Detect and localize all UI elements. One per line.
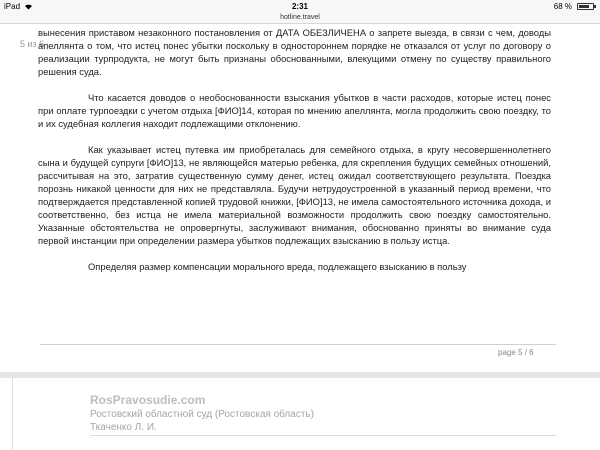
status-bar [0,0,600,13]
site-watermark: RosPravosudie.com [90,393,206,407]
url-bar[interactable] [0,13,600,24]
paragraph: вынесения приставом незаконного постановления от ДАТА ОБЕЗЛИЧЕНА о запрете выезда, в связи с чем, доводы апеллянта о том, что истец понес убытки поскольку в одностороннем порядке не отказался от услуг по договору о реализации турпродукта, не могут быть признаны обоснованными, влекущими отмену по существу правильного решения суда. [38,27,551,77]
judge-name: Ткаченко Л. И. [90,422,157,433]
page-number-footer: page 5 / 6 [498,348,534,357]
next-page [0,378,600,450]
paragraph: Как указывает истец путевка им приобреталась для семейного отдыха, в кругу несовершеннолетнего сына и будущей супруги [ФИО]13, не являющейся матерью ребенка, для скрепления будущих семейных отношений, рассчитывая на это, затратив существенную сумму денег, истец ожидал соответствующего результата. Поездка порознь никакой ценности для них не представляла. Будучи нетрудоустроенной в указанный период времени, что подтверждается представленной копией трудовой книжки, [ФИО]13, не имела самостоятельного источника дохода, и соответственно, без истца не имела материальной возможности продолжить свою поездку самостоятельно. Указанные обстоятельства не опровергнуты, заслуживают внимания, обоснованно приняты во внимание суда первой инстанции при определении размера убытков подлежащих взысканию в пользу истца. [38,144,551,246]
battery-percent: 68 % [553,2,572,11]
device-name: iPad [4,2,21,11]
battery-icon [577,3,594,10]
paragraph: Что касается доводов о необоснованности взыскания убытков в части расходов, которые истец понес при оплате турпоездки с учетом отдыха [ФИО]14, которая по мнению апеллянта, могла продолжить свою поездку, то и их судебная коллегия находит подлежащими отклонению. [38,92,551,129]
page-divider [40,344,556,345]
document-page [38,26,551,286]
header-divider [90,435,556,436]
page-indicator: 5 из 6 [20,39,45,49]
page-edge [12,378,13,450]
court-name: Ростовский областной суд (Ростовская область) [90,409,314,420]
url-host[interactable]: hotline.travel [280,14,320,21]
paragraph: Определяя размер компенсации морального вреда, подлежащего взысканию в пользу [88,261,467,272]
clock: 2:31 [291,2,308,11]
